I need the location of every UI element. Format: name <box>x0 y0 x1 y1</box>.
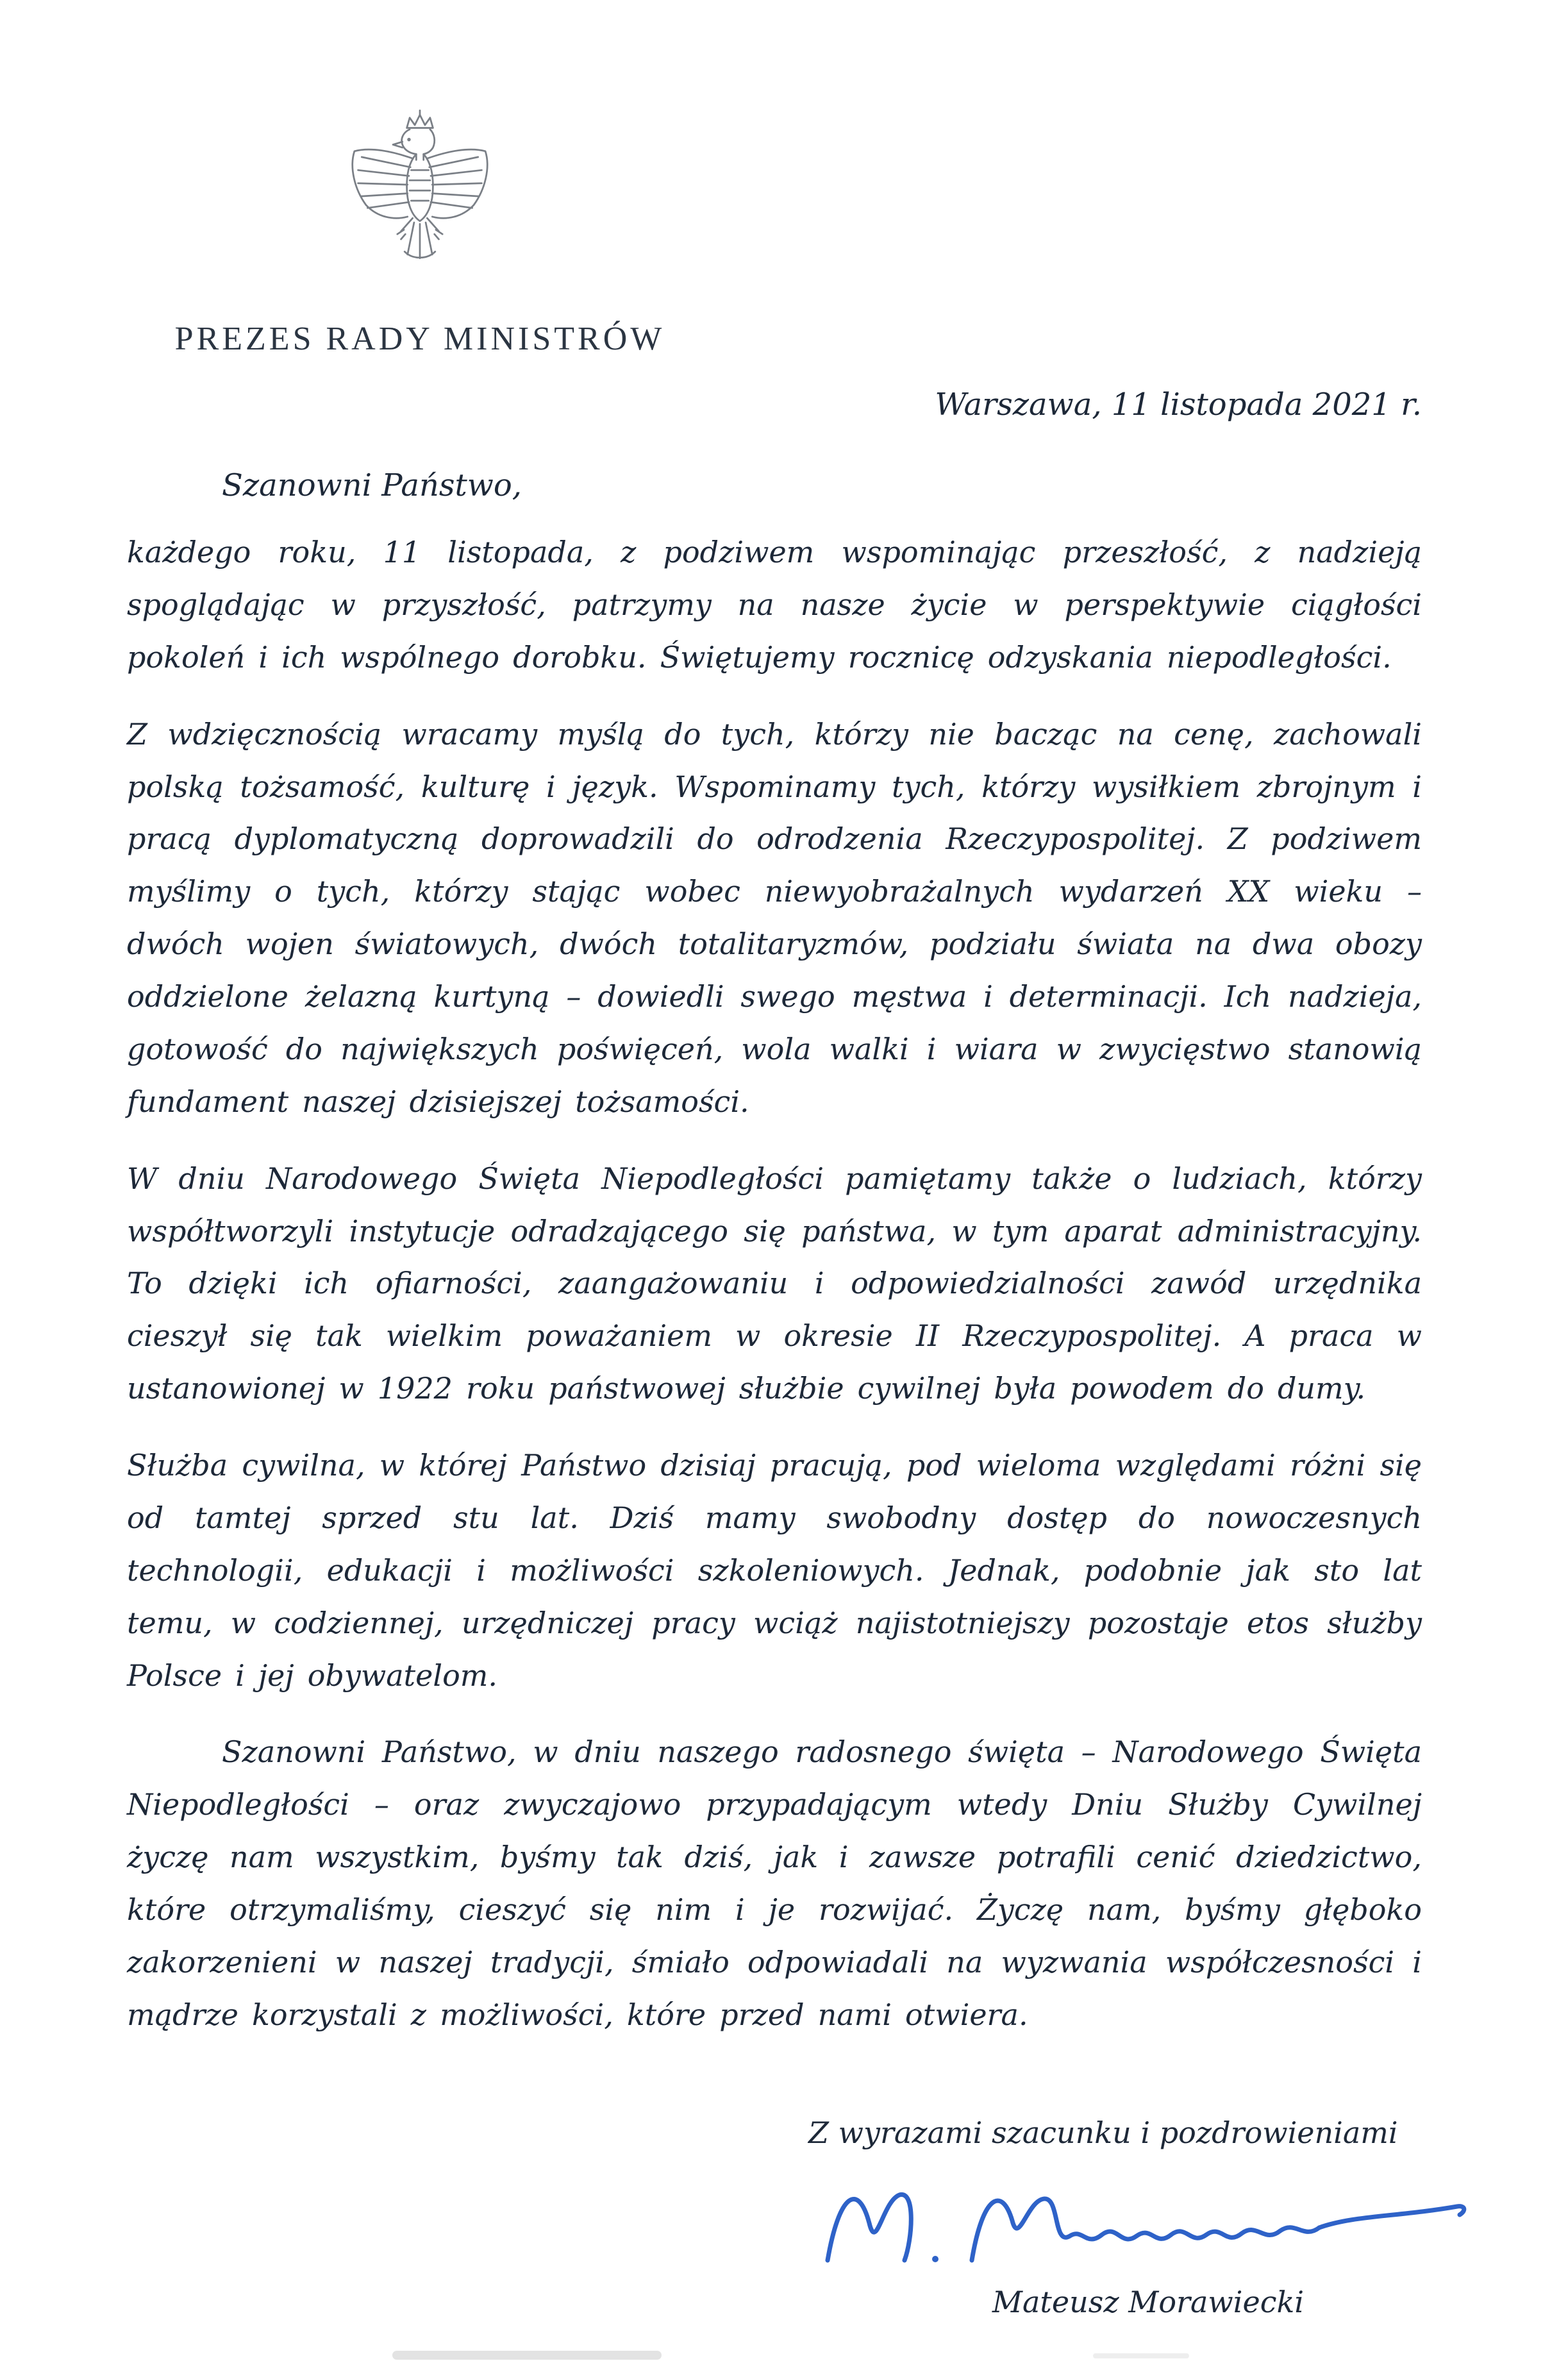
handwritten-signature-icon <box>808 2164 1488 2280</box>
closing-line: Z wyrazami szacunku i pozdrowieniami <box>808 2115 1398 2150</box>
scan-artifact <box>1093 2353 1189 2358</box>
letter-body <box>0 387 1568 2319</box>
signature-block <box>808 2115 1488 2319</box>
scan-artifact <box>392 2351 662 2360</box>
letterhead-block <box>170 109 670 358</box>
body-paragraph: W dniu Narodowego Święta Niepodległości pamiętamy także o ludziach, którzy współtworzyli instytucje odradzającego się państwa, w tym aparat administracyjny. To dzięki ich ofiarności, zaangażowaniu i odpowiedzialności zawód urzędnika cieszył się tak wielkim poważaniem w okresie II Rzeczypospolitej. A praca w ustanowionej w 1922 roku państwowej służbie cywilnej była powodem do dumy. <box>127 1161 1422 1406</box>
body-paragraph: Z wdzięcznością wracamy myślą do tych, którzy nie bacząc na cenę, zachowali polską tożsamość, kulturę i język. Wspominamy tych, którzy wysiłkiem zbrojnym i pracą dyplomatyczną doprowadzili do odrodzenia Rzeczypospolitej. Z podziwem myślimy o tych, którzy stając wobec niewyobrażalnych wydarzeń XX wieku – dwóch wojen światowych, dwóch totalitaryzmów, podziału świata na dwa obozy oddzielone żelazną kurtyną – dowiedli swego męstwa i determinacji. Ich nadzieja, gotowość do największych poświęceń, wola walki i wiara w zwycięstwo stanowią fundament naszej dzisiejszej tożsamości. <box>127 716 1422 1119</box>
salutation: Szanowni Państwo, <box>222 467 522 503</box>
body-paragraph: Służba cywilna, w której Państwo dzisiaj pracują, pod wieloma względami różni się od tamtej sprzed stu lat. Dziś mamy swobodny dostęp do nowoczesnych technologii, edukacji i możliwości szkoleniowych. Jednak, podobnie jak sto lat temu, w codziennej, urzędniczej pracy wciąż najistotniejszy pozostaje etos służby Polsce i jej obywatelom. <box>127 1448 1422 1693</box>
dateline: Warszawa, 11 listopada 2021 r. <box>935 387 1422 423</box>
body-paragraph: każdego roku, 11 listopada, z podziwem wspominając przeszłość, z nadzieją spoglądając w przyszłość, patrzymy na nasze życie w perspektywie ciągłości pokoleń i ich wspólnego dorobku. Świętujemy rocznicę odzyskania niepodległości. <box>127 535 1422 675</box>
signatory-name: Mateusz Morawiecki <box>992 2284 1305 2319</box>
letter-page <box>0 109 1568 2361</box>
letterhead-title: PREZES RADY MINISTRÓW <box>174 321 665 357</box>
polish-eagle-emblem-icon <box>340 109 500 301</box>
body-paragraph: Szanowni Państwo, w dniu naszego radosnego święta – Narodowego Święta Niepodległości – oraz zwyczajowo przypadającym wtedy Dniu Służby Cywilnej życzę nam wszystkim, byśmy tak dziś, jak i zawsze potrafili cenić dziedzictwo, które otrzymaliśmy, cieszyć się nim i je rozwijać. Życzę nam, byśmy głęboko zakorzenieni w naszej tradycji, śmiało odpowiadali na wyzwania współczesności i mądrze korzystali z możliwości, które przed nami otwiera. <box>127 1735 1422 2032</box>
